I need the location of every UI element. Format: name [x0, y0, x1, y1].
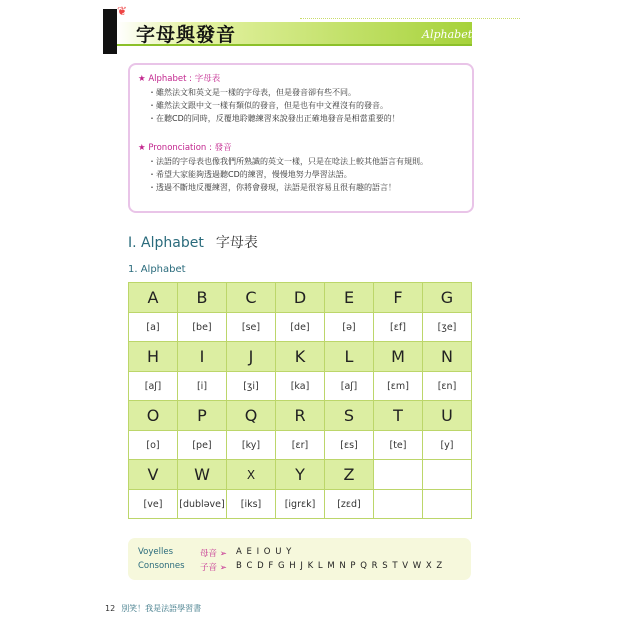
vowels-label: Voyelles	[138, 547, 173, 557]
sound-row	[129, 490, 472, 519]
sound-cell: [zɛd]	[325, 490, 374, 519]
letter-row	[129, 283, 472, 313]
intro-box	[128, 63, 474, 213]
info-line: ・雖然法文和英文是一樣的字母表，但是發音卻有些不同。	[148, 88, 356, 97]
page-number: 12	[105, 604, 116, 613]
sound-row	[129, 431, 472, 460]
info-line: ・透過不斷地反覆練習，你將會發現，法語是很容易且很有趣的語言！	[148, 183, 396, 192]
section-title	[128, 232, 258, 252]
sound-cell: [y]	[423, 431, 472, 460]
header-badge: Alphabet	[422, 28, 473, 41]
sound-cell: [ky]	[227, 431, 276, 460]
sound-cell: [iks]	[227, 490, 276, 519]
letter-cell: N	[423, 342, 472, 372]
letter-cell: T	[374, 401, 423, 431]
sound-cell: [aʃ]	[325, 372, 374, 401]
letter-cell: Q	[227, 401, 276, 431]
letter-cell: S	[325, 401, 374, 431]
letter-cell: I	[178, 342, 227, 372]
butterfly-icon: ❦	[117, 4, 128, 18]
letter-cell: C	[227, 283, 276, 313]
sound-cell: [pe]	[178, 431, 227, 460]
consonants-label: Consonnes	[138, 561, 185, 571]
sound-cell: [ka]	[276, 372, 325, 401]
letter-cell: L	[325, 342, 374, 372]
letter-cell: W	[178, 460, 227, 490]
consonants-zh: 子音 ➢	[200, 563, 227, 573]
sound-cell: [be]	[178, 313, 227, 342]
empty-cell	[423, 460, 472, 490]
info-line: ・雖然法文跟中文一樣有類似的發音，但是也有中文裡沒有的發音。	[148, 101, 388, 110]
info-heading: ★ Prononciation : 發音	[138, 143, 232, 153]
sound-cell: [ə]	[325, 313, 374, 342]
vowels-letters: A E I O U Y	[236, 547, 293, 557]
header-black-bar	[103, 9, 117, 54]
section-title-en: I. Alphabet	[128, 235, 204, 251]
letter-cell: U	[423, 401, 472, 431]
section-title-zh: 字母表	[215, 235, 258, 251]
sound-cell: [ɛn]	[423, 372, 472, 401]
letter-cell: F	[374, 283, 423, 313]
sound-cell: [i]	[178, 372, 227, 401]
alphabet-table	[128, 282, 472, 519]
letter-cell: M	[374, 342, 423, 372]
sound-row	[129, 372, 472, 401]
letter-cell: D	[276, 283, 325, 313]
vowel-consonant-box	[128, 538, 471, 580]
sound-cell: [ɛm]	[374, 372, 423, 401]
sound-row	[129, 313, 472, 342]
section-subtitle: 1. Alphabet	[128, 264, 186, 275]
letter-cell: J	[227, 342, 276, 372]
sound-cell: [a]	[129, 313, 178, 342]
info-line: ・在聽CD的同時，反覆地聆聽練習來說發出正確地發音是相當重要的！	[148, 114, 400, 123]
letter-cell: R	[276, 401, 325, 431]
letter-cell: B	[178, 283, 227, 313]
sound-cell: [ɛr]	[276, 431, 325, 460]
info-section-pronunciation	[138, 142, 428, 194]
letter-cell: O	[129, 401, 178, 431]
vowels-zh: 母音 ➢	[200, 549, 227, 559]
consonants-letters: B C D F G H J K L M N P Q R S T V W X Z	[236, 561, 444, 571]
letter-cell: A	[129, 283, 178, 313]
letter-cell: P	[178, 401, 227, 431]
letter-cell: K	[276, 342, 325, 372]
sound-cell: [dubləve]	[178, 490, 227, 519]
sound-cell: [ve]	[129, 490, 178, 519]
letter-cell: G	[423, 283, 472, 313]
sound-cell: [se]	[227, 313, 276, 342]
letter-cell: X	[227, 460, 276, 490]
sound-cell: [o]	[129, 431, 178, 460]
book-title: 別笑！我是法語學習書	[121, 604, 202, 613]
letter-row	[129, 460, 472, 490]
info-line: ・希望大家能夠透過聽CD的練習，慢慢地努力學習法語。	[148, 170, 352, 179]
letter-cell: H	[129, 342, 178, 372]
header-dotted-line	[300, 18, 520, 19]
info-line: ・法語的字母表也像我們所熟識的英文一樣，只是在唸法上較其他語言有規則。	[148, 157, 428, 166]
sound-cell: [ɛs]	[325, 431, 374, 460]
letter-row	[129, 401, 472, 431]
sound-cell: [igrɛk]	[276, 490, 325, 519]
letter-row	[129, 342, 472, 372]
consonants-row	[138, 561, 444, 573]
sound-cell: [te]	[374, 431, 423, 460]
sound-cell: [ɛf]	[374, 313, 423, 342]
letter-cell: V	[129, 460, 178, 490]
vowels-row	[138, 547, 293, 559]
empty-cell	[374, 490, 423, 519]
letter-cell: Y	[276, 460, 325, 490]
info-heading: ★ Alphabet : 字母表	[138, 74, 221, 84]
sound-cell: [de]	[276, 313, 325, 342]
letter-cell: Z	[325, 460, 374, 490]
page-title: 字母與發音	[136, 24, 237, 46]
empty-cell	[423, 490, 472, 519]
empty-cell	[374, 460, 423, 490]
letter-cell: E	[325, 283, 374, 313]
info-section-alphabet	[138, 73, 400, 125]
sound-cell: [ʒe]	[423, 313, 472, 342]
sound-cell: [ʒi]	[227, 372, 276, 401]
page-footer	[105, 603, 201, 614]
sound-cell: [aʃ]	[129, 372, 178, 401]
